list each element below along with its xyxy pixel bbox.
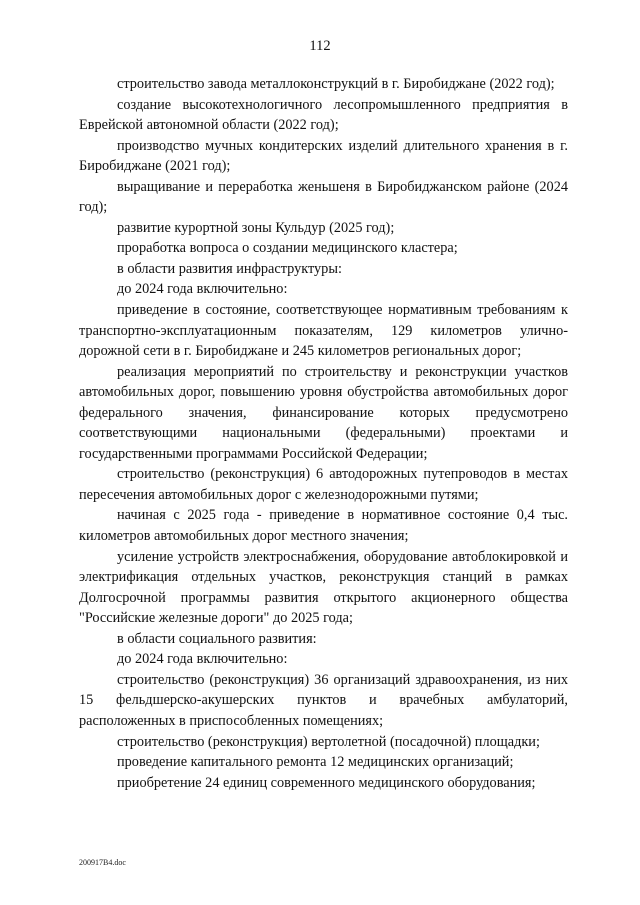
document-body [79, 74, 568, 793]
paragraph: строительство (реконструкция) 6 автодорожных путепроводов в местах пересечения автомобильных дорог с железнодорожными путями; [79, 466, 568, 503]
paragraph: усиление устройств электроснабжения, оборудование автоблокировкой и электрификация отдельных участков, реконструкция станций в рамках Долгосрочной программы развития открытого акционерного общества "Российские железные дороги" до 2025 года; [79, 548, 568, 627]
paragraph: строительство (реконструкция) 36 организаций здравоохранения, из них 15 фельдшерско-акушерских пунктов и врачебных амбулаторий, расположенных в приспособленных помещениях; [79, 671, 568, 729]
section-heading: в области социального развития: [117, 630, 317, 647]
paragraph: до 2024 года включительно: [117, 281, 288, 298]
paragraph: проработка вопроса о создании медицинского кластера; [117, 240, 458, 257]
paragraph: до 2024 года включительно: [117, 651, 288, 668]
paragraph: строительство (реконструкция) вертолетной (посадочной) площадки; [117, 733, 540, 750]
paragraph: начиная с 2025 года - приведение в нормативное состояние 0,4 тыс. километров автомобильных дорог местного значения; [79, 507, 568, 545]
paragraph: приведение в состояние, соответствующее нормативным требованиям к транспортно-эксплуатационным показателям, 129 километров улично-дорожной сети в г. Биробиджане и 245 километров региональных дорог; [79, 302, 568, 360]
section-heading: в области развития инфраструктуры: [117, 260, 342, 277]
paragraph: создание высокотехнологичного лесопромышленного предприятия в Еврейской автономной области (2022 год); [79, 96, 568, 134]
paragraph: выращивание и переработка женьшеня в Биробиджанском районе (2024 год); [79, 178, 568, 216]
paragraph: реализация мероприятий по строительству и реконструкции участков автомобильных дорог, повышению уровня обустройства автомобильных дорог федерального значения, финансирование которых предусмотрено соответствующими национальными (федеральными) проектами и государственными программами Российской Федерации; [79, 363, 568, 462]
paragraph: приобретение 24 единиц современного медицинского оборудования; [117, 774, 536, 791]
paragraph: развитие курортной зоны Кульдур (2025 год); [117, 219, 395, 236]
page-number: 112 [309, 38, 331, 54]
paragraph: проведение капитального ремонта 12 медицинских организаций; [117, 754, 514, 771]
footer-file-code: 200917В4.doc [79, 858, 126, 867]
paragraph: строительство завода металлоконструкций в г. Биробиджане (2022 год); [117, 76, 555, 92]
paragraph: производство мучных кондитерских изделий длительного хранения в г. Биробиджане (2021 год); [79, 137, 568, 175]
